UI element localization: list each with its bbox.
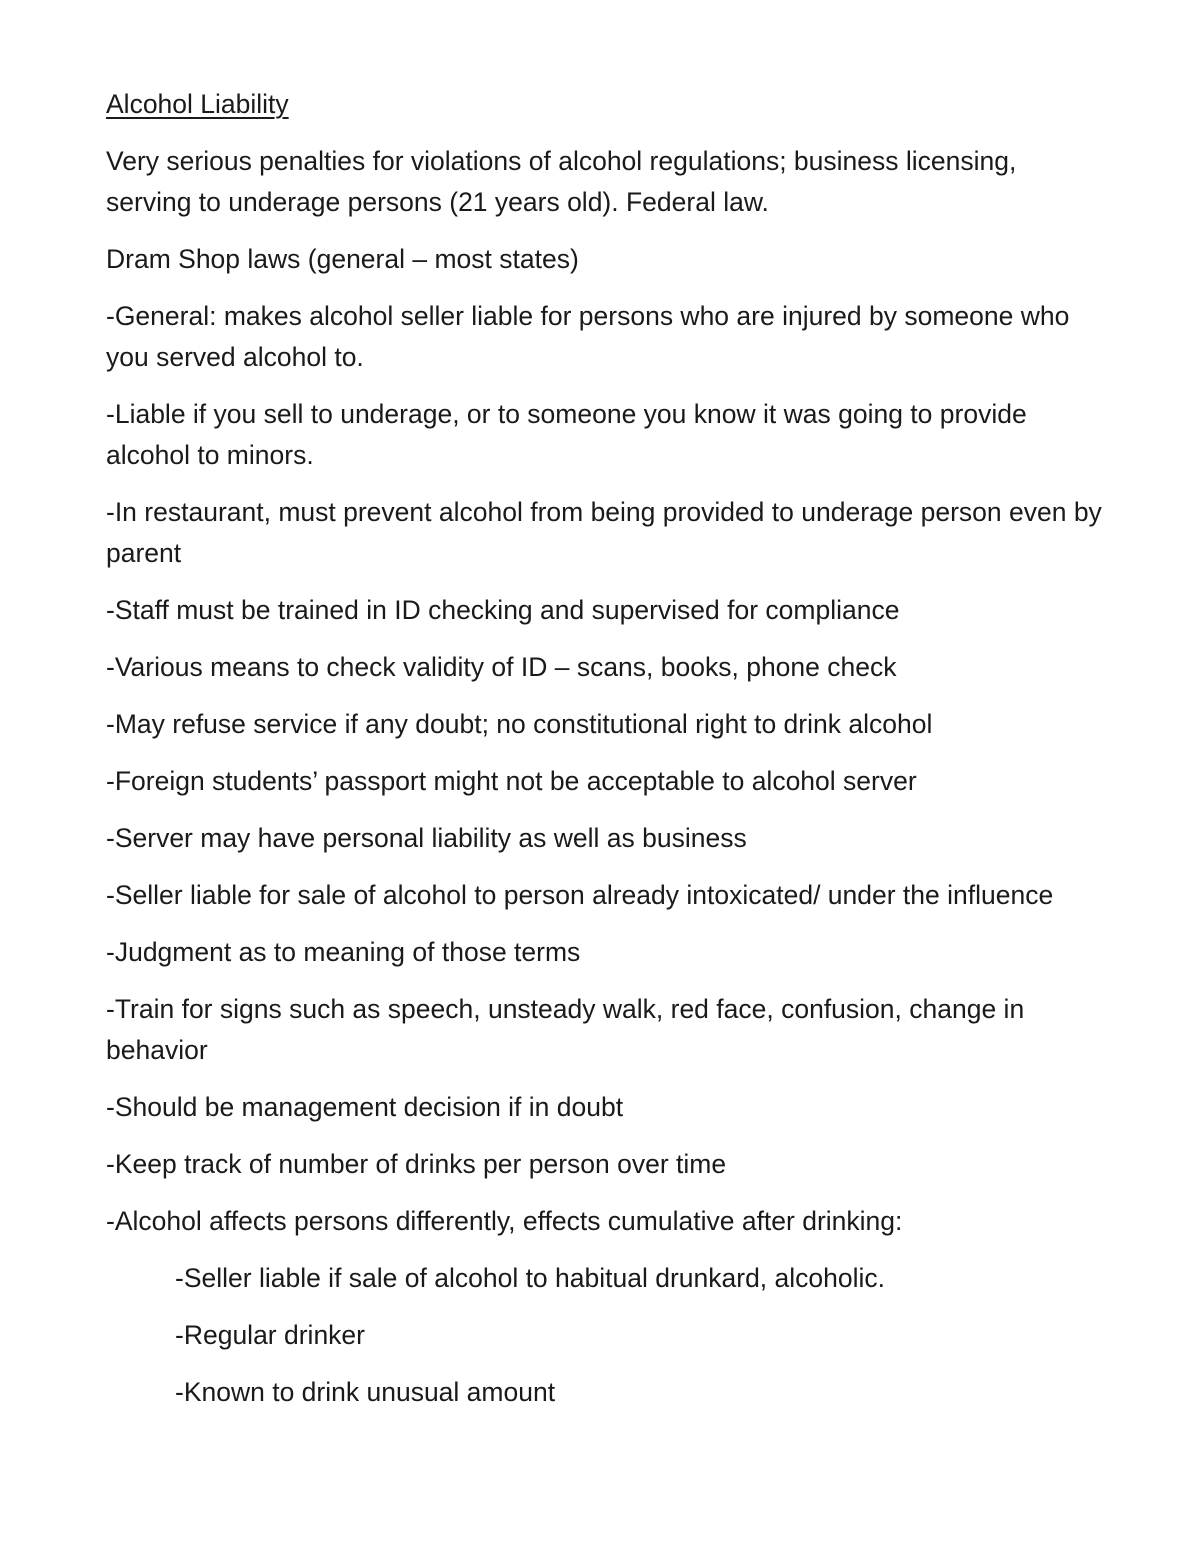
sub-point-item: -Known to drink unusual amount [175,1377,556,1407]
point-item: -Keep track of number of drinks per person over time [106,1149,727,1179]
point-item: -Staff must be trained in ID checking and supervised for compliance [106,595,900,625]
point-item: -Various means to check validity of ID – scans, books, phone check [106,652,897,682]
point-item: -May refuse service if any doubt; no constitutional right to drink alcohol [106,709,933,739]
section-subheading: Dram Shop laws (general – most states) [106,244,579,274]
point-item: -Train for signs such as speech, unsteady walk, red face, confusion, change in behavior [106,994,1025,1065]
point-item: -Judgment as to meaning of those terms [106,937,581,967]
sub-point-item: -Seller liable if sale of alcohol to habitual drunkard, alcoholic. [175,1263,886,1293]
point-item: -Alcohol affects persons differently, effects cumulative after drinking: [106,1206,903,1236]
point-item: -Should be management decision if in doubt [106,1092,624,1122]
point-item: -Seller liable for sale of alcohol to person already intoxicated/ under the influence [106,880,1054,910]
sub-point-item: -Regular drinker [175,1320,365,1350]
point-item: -Liable if you sell to underage, or to someone you know it was going to provide alcohol to minors. [106,399,1027,470]
point-item: -General: makes alcohol seller liable for persons who are injured by someone who you served alcohol to. [106,301,1070,372]
document-title: Alcohol Liability [106,89,289,119]
point-item: -In restaurant, must prevent alcohol from being provided to underage person even by parent [106,497,1102,568]
intro-paragraph: Very serious penalties for violations of alcohol regulations; business licensing, serving to underage persons (21 years old). Federal law. [106,146,1017,217]
document-body [106,84,1106,1429]
point-item: -Server may have personal liability as well as business [106,823,747,853]
point-item: -Foreign students’ passport might not be acceptable to alcohol server [106,766,917,796]
